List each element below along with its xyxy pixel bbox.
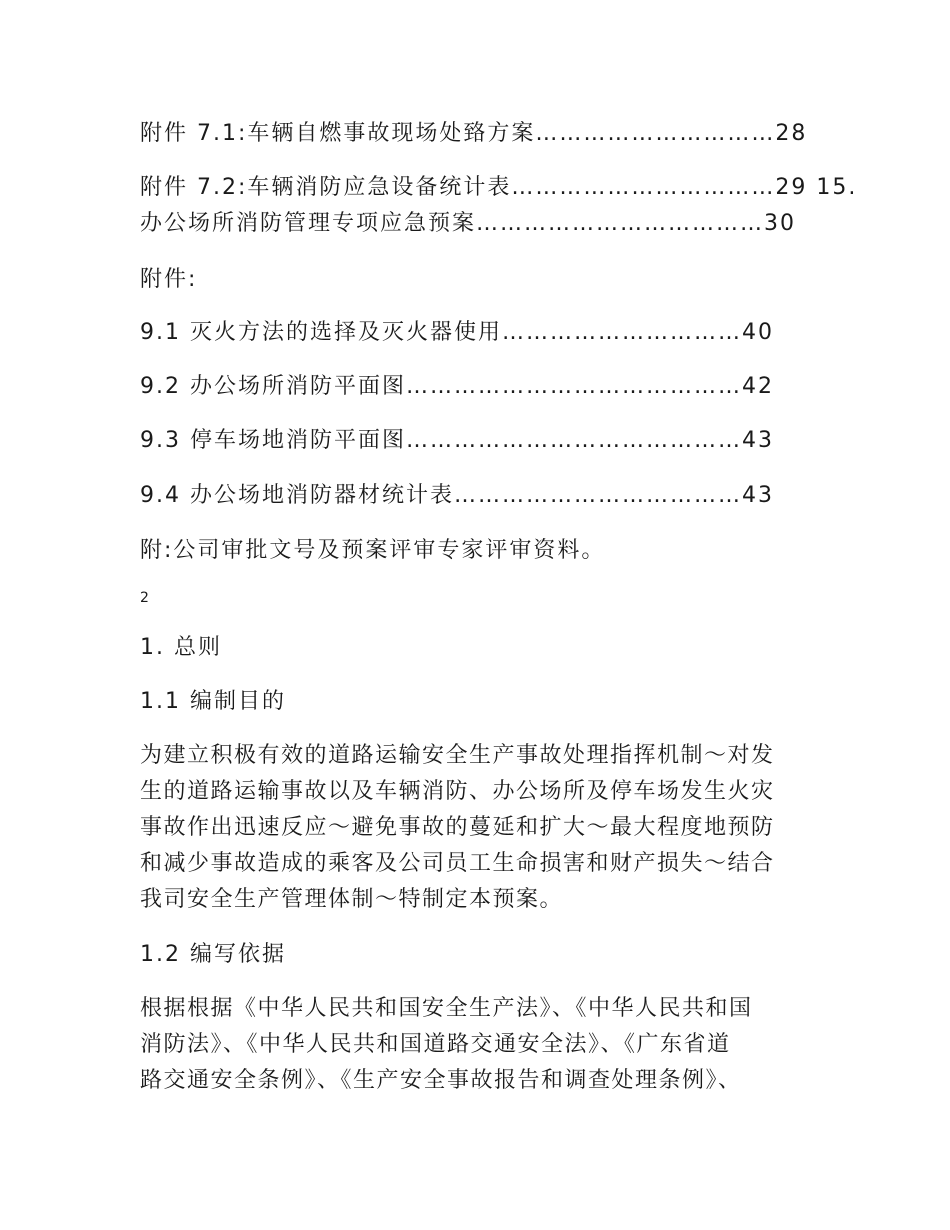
toc-line-7-1: 附件 7.1:车辆自燃事故现场处臵方案…………………………28 [140, 121, 808, 146]
toc-item-9-4: 9.4 办公场地消防器材统计表………………………………43 [140, 483, 774, 508]
paragraph-line: 生的道路运输事故以及车辆消防、办公场所及停车场发生火灾 [140, 779, 775, 804]
basis-paragraph [140, 991, 820, 1099]
toc-item-9-1: 9.1 灭火方法的选择及灭火器使用…………………………40 [140, 320, 774, 345]
paragraph-line: 根据根据《中华人民共和国安全生产法》、《中华人民共和国 [140, 996, 753, 1021]
paragraph-line: 路交通安全条例》、《生产安全事故报告和调查处理条例》、 [140, 1068, 742, 1093]
attachment-note: 附:公司审批文号及预案评审专家评审资料。 [140, 538, 606, 563]
toc-line-7-2: 附件 7.2:车辆消防应急设备统计表……………………………29 15. [140, 175, 858, 200]
purpose-paragraph [140, 738, 820, 918]
paragraph-line: 和减少事故造成的乘客及公司员工生命损害和财产损失～结合 [140, 851, 775, 876]
page-number: 2 [140, 590, 149, 606]
paragraph-line: 为建立积极有效的道路运输安全生产事故处理指挥机制～对发 [140, 743, 775, 768]
paragraph-line: 我司安全生产管理体制～特制定本预案。 [140, 887, 564, 912]
toc-item-9-2: 9.2 办公场所消防平面图……………………………………42 [140, 374, 774, 399]
paragraph-line: 事故作出迅速反应～避免事故的蔓延和扩大～最大程度地预防 [140, 815, 775, 840]
toc-item-9-3: 9.3 停车场地消防平面图……………………………………43 [140, 428, 774, 453]
subsection-heading-1-2: 1.2 编写依据 [140, 942, 286, 967]
section-heading: 1. 总则 [140, 635, 222, 660]
paragraph-line: 消防法》、《中华人民共和国道路交通安全法》、《广东省道 [140, 1032, 731, 1057]
appendix-label: 附件: [140, 267, 198, 292]
toc-line-15: 办公场所消防管理专项应急预案………………………………30 [140, 211, 796, 236]
subsection-heading-1-1: 1.1 编制目的 [140, 689, 286, 714]
